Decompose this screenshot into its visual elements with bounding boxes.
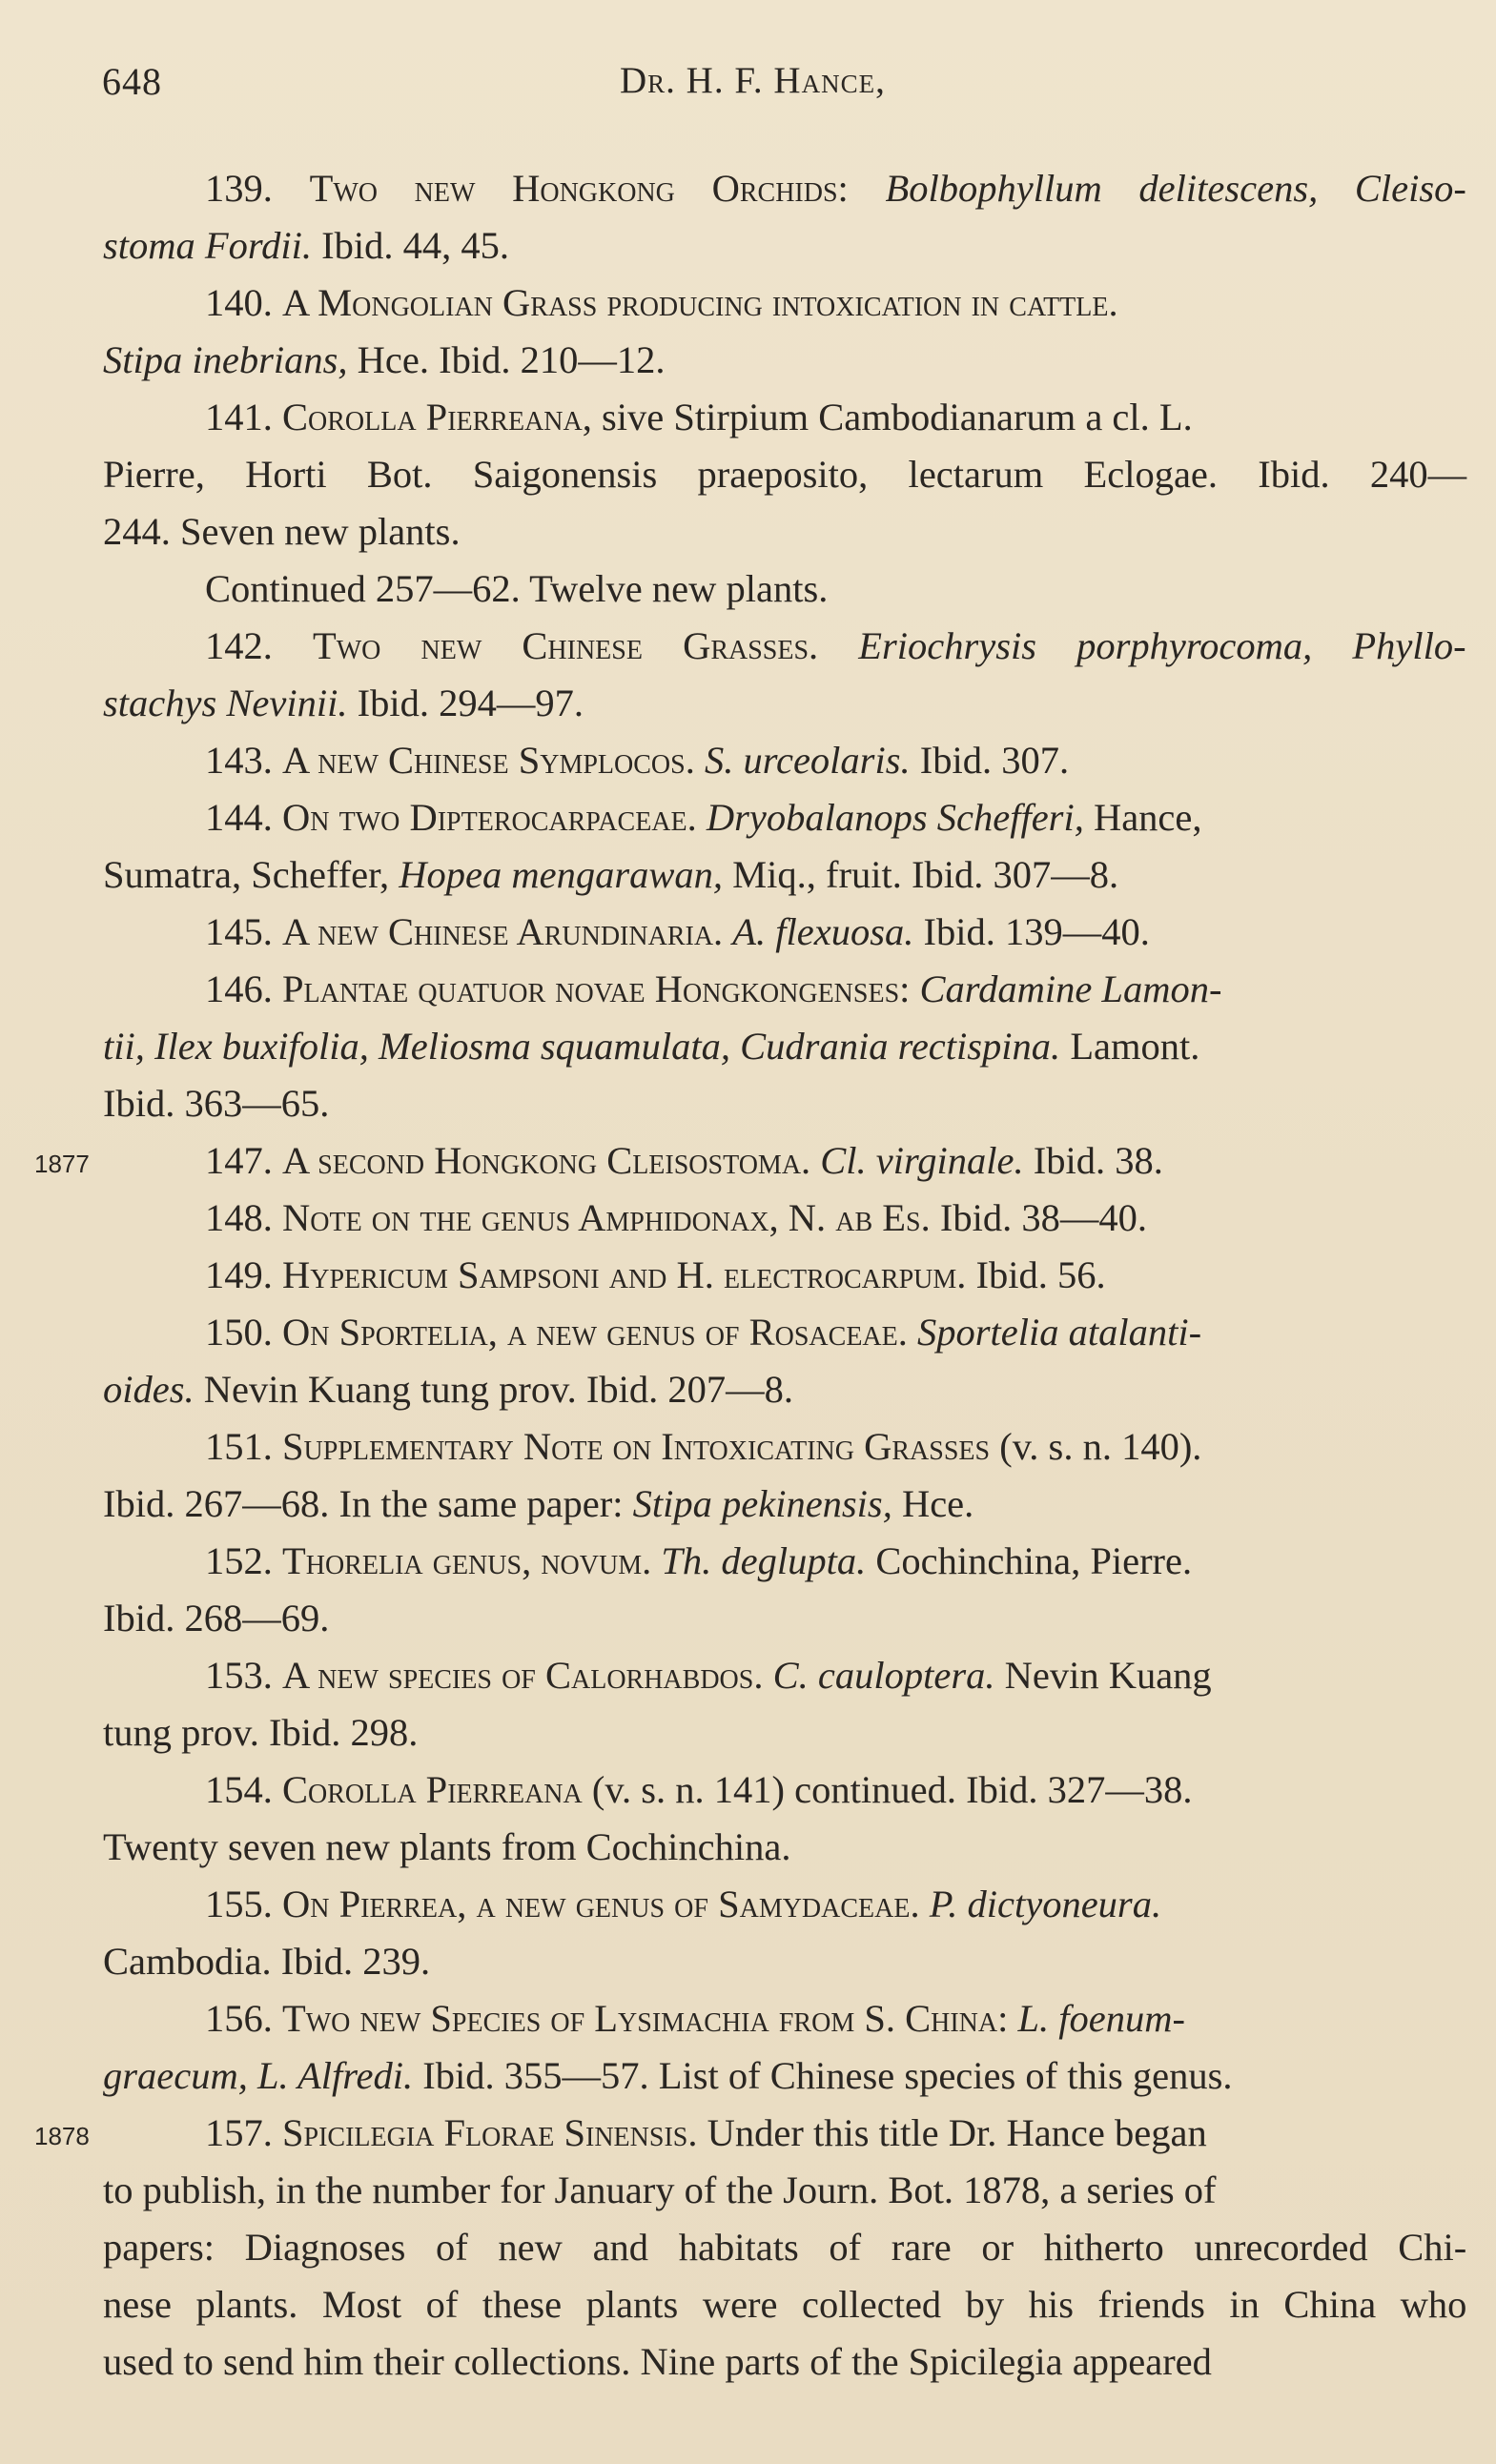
text-segment [908, 1311, 917, 1354]
italic-text: A. flexuosa. [732, 910, 914, 953]
text-segment: 244. Seven new plants. [103, 510, 461, 553]
italic-text: Cardamine Lamon- [919, 967, 1222, 1010]
small-caps-title: Hypericum Sampsoni and H. electrocarpum. [282, 1253, 967, 1296]
text-segment: Ibid. 355—57. List of Chinese species of this genus. [413, 2054, 1233, 2097]
text-segment: Cochinchina, Pierre. [866, 1539, 1193, 1582]
small-caps-title: Supplementary Note on Intoxicating Grasses [282, 1425, 991, 1468]
text-segment: Ibid. 307. [910, 739, 1070, 782]
text-segment: 151. [205, 1425, 282, 1468]
text-line [205, 1761, 1192, 1819]
text-line [205, 160, 1466, 217]
text-segment: Nevin Kuang tung prov. Ibid. 207—8. [194, 1368, 794, 1411]
text-segment: (v. s. n. 140). [990, 1425, 1202, 1468]
text-line [103, 1075, 329, 1132]
small-caps-title: Two new Species of Lysimachia from S. China [282, 1997, 998, 2040]
text-segment: 146. [205, 967, 282, 1010]
text-line [205, 275, 1118, 332]
text-segment: Nevin Kuang [994, 1654, 1212, 1697]
text-segment: 148. [205, 1196, 282, 1239]
text-segment: 139. [205, 167, 310, 210]
text-segment: (v. s. n. 141) continued. Ibid. 327—38. [582, 1768, 1193, 1811]
small-caps-title: On Pierrea, a new genus of Samydaceae. [282, 1883, 920, 1925]
text-segment: tung prov. Ibid. 298. [103, 1711, 419, 1754]
italic-text: tii, Ilex buxifolia, Meliosma squamulata, Cudrania rectispina. [103, 1025, 1061, 1068]
small-caps-title: Two new Hongkong Orchids [309, 167, 838, 210]
text-line [103, 217, 509, 275]
text-segment [763, 1654, 772, 1697]
small-caps-title: A second Hongkong Cleisostoma. [282, 1139, 811, 1182]
text-line [103, 2219, 1466, 2276]
italic-text: Th. deglupta. [661, 1539, 867, 1582]
italic-text: Stipa pekinensis, [632, 1482, 892, 1525]
running-head: Dr. H. F. Hance, [620, 60, 886, 101]
text-segment: Miq., fruit. Ibid. 307—8. [723, 853, 1119, 896]
text-line [103, 1018, 1199, 1075]
text-segment [651, 1539, 661, 1582]
text-segment: Ibid. 139—40. [913, 910, 1150, 953]
italic-text: Hopea mengarawan, [399, 853, 724, 896]
italic-text: C. cauloptera. [772, 1654, 995, 1697]
small-caps-title: Corolla Pierreana [282, 396, 583, 438]
text-segment: Ibid. 56. [966, 1253, 1106, 1296]
text-line [103, 446, 1466, 503]
text-line [205, 1418, 1201, 1476]
text-line [205, 1132, 1163, 1190]
italic-text: P. dictyoneura. [929, 1883, 1162, 1925]
italic-text: Dryobalanops Schefferi, [706, 796, 1084, 839]
text-segment: 145. [205, 910, 282, 953]
text-line [103, 1476, 973, 1533]
text-line [103, 2333, 1212, 2391]
text-segment: Ibid. 363—65. [103, 1082, 330, 1125]
text-segment: 152. [205, 1539, 282, 1582]
text-line [205, 1647, 1212, 1704]
text-segment: 147. [205, 1139, 282, 1182]
text-line [103, 503, 461, 560]
text-segment: 156. [205, 1997, 282, 2040]
text-segment: 141. [205, 396, 282, 438]
text-line [205, 1247, 1106, 1304]
italic-text: L. foenum- [1017, 1997, 1186, 2040]
text-segment: 149. [205, 1253, 282, 1296]
text-segment [695, 739, 705, 782]
text-segment: to publish, in the number for January of the Journ. Bot. 1878, a series of [103, 2169, 1217, 2211]
small-caps-title: On Sportelia, a new genus of Rosaceae. [282, 1311, 908, 1354]
text-segment: papers: Diagnoses of new and habitats of rare or hitherto unrecorded Chi- [103, 2226, 1467, 2269]
text-segment: Ibid. 267—68. In the same paper: [103, 1482, 633, 1525]
text-segment: 144. [205, 796, 282, 839]
text-segment: 143. [205, 739, 282, 782]
margin-year: 1877 [34, 1150, 90, 1178]
text-line [103, 332, 665, 389]
italic-text: oides. [103, 1368, 195, 1411]
text-segment: Ibid. 294—97. [347, 682, 584, 724]
text-segment: Ibid. 38. [1023, 1139, 1163, 1182]
text-line [103, 2162, 1217, 2219]
text-line [205, 1876, 1161, 1933]
italic-text: Sportelia atalanti- [917, 1311, 1202, 1354]
italic-text: graecum, L. Alfredi. [103, 2054, 414, 2097]
small-caps-title: A new Chinese Symplocos. [282, 739, 695, 782]
text-segment [920, 1883, 930, 1925]
text-segment: , sive Stirpium Cambodianarum a cl. L. [582, 396, 1193, 438]
text-segment: Continued 257—62. Twelve new plants. [205, 567, 829, 610]
margin-year: 1878 [34, 2122, 90, 2150]
small-caps-title: A Mongolian Grass producing intoxication in cattle. [282, 281, 1118, 324]
text-segment: 153. [205, 1654, 282, 1697]
italic-text: Stipa inebrians, [103, 338, 348, 381]
text-segment: Pierre, Horti Bot. Saigonensis praeposito, lectarum Eclogae. Ibid. 240— [103, 453, 1467, 496]
text-line [205, 789, 1202, 846]
text-line [103, 2047, 1233, 2105]
small-caps-title: On two Dipterocarpaceae. [282, 796, 697, 839]
text-segment: 142. [205, 624, 313, 667]
text-line [103, 1704, 418, 1761]
small-caps-title: Spicilegia Florae Sinensis. [282, 2111, 698, 2154]
text-segment: : [837, 167, 886, 210]
italic-text: Eriochrysis porphyrocoma, Phyllo- [858, 624, 1466, 667]
text-segment: 154. [205, 1768, 282, 1811]
text-segment: Hance, [1083, 796, 1202, 839]
text-segment [818, 624, 858, 667]
text-segment: Ibid. 44, 45. [312, 224, 510, 267]
text-line [205, 1190, 1147, 1247]
text-line [205, 1304, 1201, 1361]
text-line [103, 675, 584, 732]
italic-text: Bolbophyllum delitescens, Cleiso- [885, 167, 1466, 210]
text-line [205, 389, 1193, 446]
text-segment [810, 1139, 820, 1182]
text-segment: Sumatra, Scheffer, [103, 853, 400, 896]
text-segment: : [997, 1997, 1018, 2040]
text-line [205, 961, 1221, 1018]
text-segment: Hce. [891, 1482, 974, 1525]
text-segment [723, 910, 732, 953]
text-segment: Twenty seven new plants from Cochinchina. [103, 1825, 791, 1868]
text-line [103, 1819, 791, 1876]
page-number: 648 [102, 60, 162, 103]
small-caps-title: Two new Chinese Grasses. [313, 624, 819, 667]
small-caps-title: Plantae quatuor novae Hongkongenses [282, 967, 900, 1010]
small-caps-title: Thorelia genus, novum. [282, 1539, 652, 1582]
italic-text: stoma Fordii. [103, 224, 313, 267]
text-line [205, 618, 1466, 675]
text-segment: : [899, 967, 920, 1010]
text-segment: Cambodia. Ibid. 239. [103, 1940, 431, 1983]
text-line [205, 732, 1069, 789]
text-segment: nese plants. Most of these plants were collected by his friends in China who [103, 2283, 1467, 2326]
text-segment: Ibid. 268—69. [103, 1597, 330, 1639]
text-segment: used to send him their collections. Nine parts of the Spicilegia appeared [103, 2340, 1212, 2383]
text-segment: 140. [205, 281, 282, 324]
italic-text: stachys Nevinii. [103, 682, 348, 724]
text-segment: 157. [205, 2111, 282, 2154]
text-line [205, 1533, 1192, 1590]
small-caps-title: Note on the genus Amphidonax, N. ab Es. [282, 1196, 931, 1239]
text-segment: 155. [205, 1883, 282, 1925]
text-line [103, 846, 1118, 904]
text-line [205, 904, 1150, 961]
text-segment: Ibid. 38—40. [930, 1196, 1147, 1239]
small-caps-title: A new Chinese Arundinaria. [282, 910, 724, 953]
page-header [0, 59, 1496, 116]
text-segment: 150. [205, 1311, 282, 1354]
text-segment: Lamont. [1060, 1025, 1200, 1068]
small-caps-title: Corolla Pierreana [282, 1768, 583, 1811]
text-line [103, 1590, 329, 1647]
text-line [205, 1990, 1185, 2047]
text-line [103, 1361, 793, 1418]
text-line [205, 560, 828, 618]
text-line [103, 2276, 1466, 2333]
text-line [103, 1933, 430, 1990]
text-segment: Under this title Dr. Hance began [697, 2111, 1207, 2154]
italic-text: Cl. virginale. [820, 1139, 1024, 1182]
text-segment [697, 796, 707, 839]
text-line [205, 2105, 1207, 2162]
small-caps-title: A new species of Calorhabdos. [282, 1654, 764, 1697]
italic-text: S. urceolaris. [704, 739, 911, 782]
text-segment: Hce. Ibid. 210—12. [347, 338, 666, 381]
